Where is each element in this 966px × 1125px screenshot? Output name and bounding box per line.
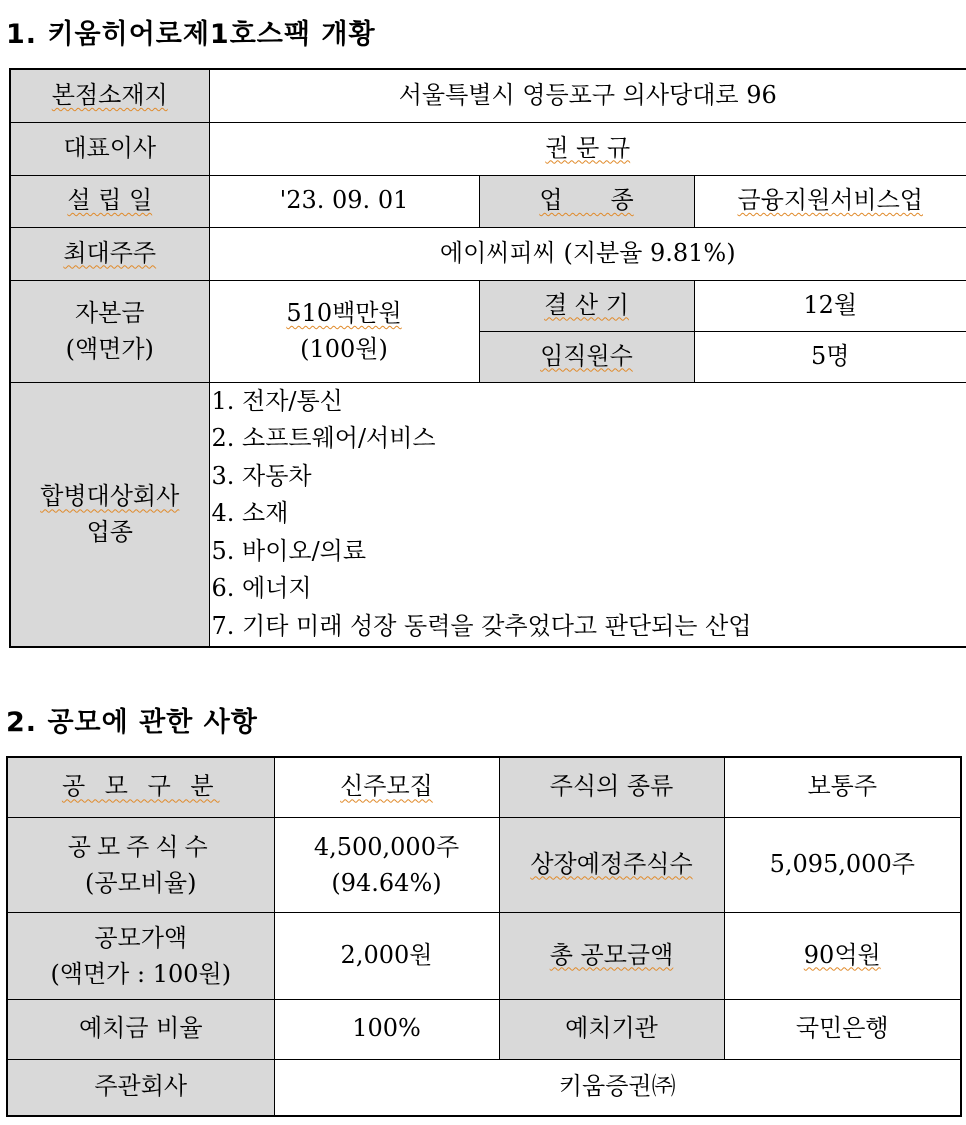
offer-price-label-cell	[7, 912, 274, 999]
total-amount-label-cell	[499, 912, 724, 999]
industry-label: 업 종	[539, 186, 634, 215]
stock-type-label: 주식의 종류	[499, 757, 724, 817]
merger-label-1: 합병대상회사	[40, 482, 180, 511]
list-item: 7. 기타 미래 성장 동력을 갖추었다고 판단되는 산업	[211, 611, 752, 640]
offer-shares-value-2: (94.64%)	[331, 868, 442, 897]
depository-label: 예치기관	[499, 999, 724, 1059]
capital-label-cell	[10, 280, 209, 382]
offer-shares-value-1: 4,500,000주	[313, 832, 460, 861]
offer-shares-label-1: 공모주식수	[67, 832, 214, 861]
table-row	[7, 817, 961, 912]
fiscal-label: 결 산 기	[544, 290, 629, 319]
table-row	[7, 912, 961, 999]
offer-price-value: 2,000원	[274, 912, 499, 999]
company-overview-table	[9, 68, 966, 648]
fiscal-label-cell	[479, 280, 694, 331]
shareholder-label: 최대주주	[63, 238, 157, 267]
list-item: 2. 소프트웨어/서비스	[211, 424, 436, 452]
fiscal-value: 12월	[694, 280, 966, 331]
merger-industry-list	[209, 382, 966, 647]
list-item: 5. 바이오/의료	[211, 536, 367, 565]
offer-shares-label-cell	[7, 817, 274, 912]
shareholder-value: 에이씨피씨 (지분율 9.81%)	[209, 227, 966, 280]
underwriter-label: 주관회사	[7, 1059, 274, 1116]
listed-shares-label-cell	[499, 817, 724, 912]
hq-label: 본점소재지	[51, 80, 168, 109]
offer-type-value: 신주모집	[340, 772, 433, 801]
offer-shares-label-2: (공모비율)	[85, 868, 197, 897]
list-item: 3. 자동차	[211, 461, 312, 490]
founded-value: '23. 09. 01	[209, 175, 479, 227]
table-row	[7, 757, 961, 817]
employees-label-cell	[479, 331, 694, 382]
stock-type-value: 보통주	[724, 757, 961, 817]
industry-value: 금융지원서비스업	[737, 186, 923, 215]
listed-shares-label: 상장예정주식수	[530, 849, 693, 878]
depository-value: 국민은행	[724, 999, 961, 1059]
industry-label-cell	[479, 175, 694, 227]
ceo-value-cell	[209, 122, 966, 175]
founded-label-cell	[10, 175, 209, 227]
table-row	[7, 999, 961, 1059]
offer-type-label: 공 모 구 분	[61, 772, 220, 801]
table-row	[10, 122, 966, 175]
capital-label-1: 자본금	[74, 299, 145, 327]
employees-label: 임직원수	[540, 341, 633, 370]
offer-shares-value-cell	[274, 817, 499, 912]
industry-value-cell	[694, 175, 966, 227]
table-row	[10, 227, 966, 280]
capital-value-1: 510백만원	[286, 299, 402, 327]
employees-value: 5명	[694, 331, 966, 382]
capital-value-cell	[209, 280, 479, 382]
capital-value-2: (100원)	[300, 335, 388, 363]
shareholder-label-cell	[10, 227, 209, 280]
offer-type-value-cell	[274, 757, 499, 817]
section2-title: 2. 공모에 관한 사항	[6, 707, 258, 738]
list-item: 4. 소재	[211, 499, 289, 527]
list-item: 6. 에너지	[211, 574, 312, 602]
deposit-ratio-label: 예치금 비율	[7, 999, 274, 1059]
offer-type-label-cell	[7, 757, 274, 817]
table-row	[10, 280, 966, 331]
listed-shares-value: 5,095,000주	[724, 817, 961, 912]
table-row	[7, 1059, 961, 1116]
hq-value: 서울특별시 영등포구 의사당대로 96	[209, 69, 966, 122]
ceo-value: 권 문 규	[545, 133, 631, 162]
table-row	[10, 69, 966, 122]
table-row	[10, 175, 966, 227]
offer-price-label-2: (액면가 : 100원)	[50, 959, 232, 988]
section1-title: 1. 키움히어로제1호스팩 개황	[6, 19, 376, 50]
hq-label-cell	[10, 69, 209, 122]
list-item: 1. 전자/통신	[211, 386, 343, 415]
offer-price-label-1: 공모가액	[94, 923, 188, 952]
deposit-ratio-value: 100%	[274, 999, 499, 1059]
total-amount-value: 90억원	[803, 940, 881, 969]
ceo-label: 대표이사	[10, 122, 209, 175]
capital-label-2: (액면가)	[65, 335, 154, 363]
founded-label: 설 립 일	[67, 186, 153, 215]
table-row	[10, 382, 966, 647]
underwriter-value: 키움증권㈜	[274, 1059, 961, 1116]
merger-label-2: 업종	[86, 518, 133, 547]
merger-label-cell	[10, 382, 209, 647]
offering-table	[6, 756, 962, 1117]
total-amount-value-cell	[724, 912, 961, 999]
total-amount-label: 총 공모금액	[549, 940, 674, 969]
